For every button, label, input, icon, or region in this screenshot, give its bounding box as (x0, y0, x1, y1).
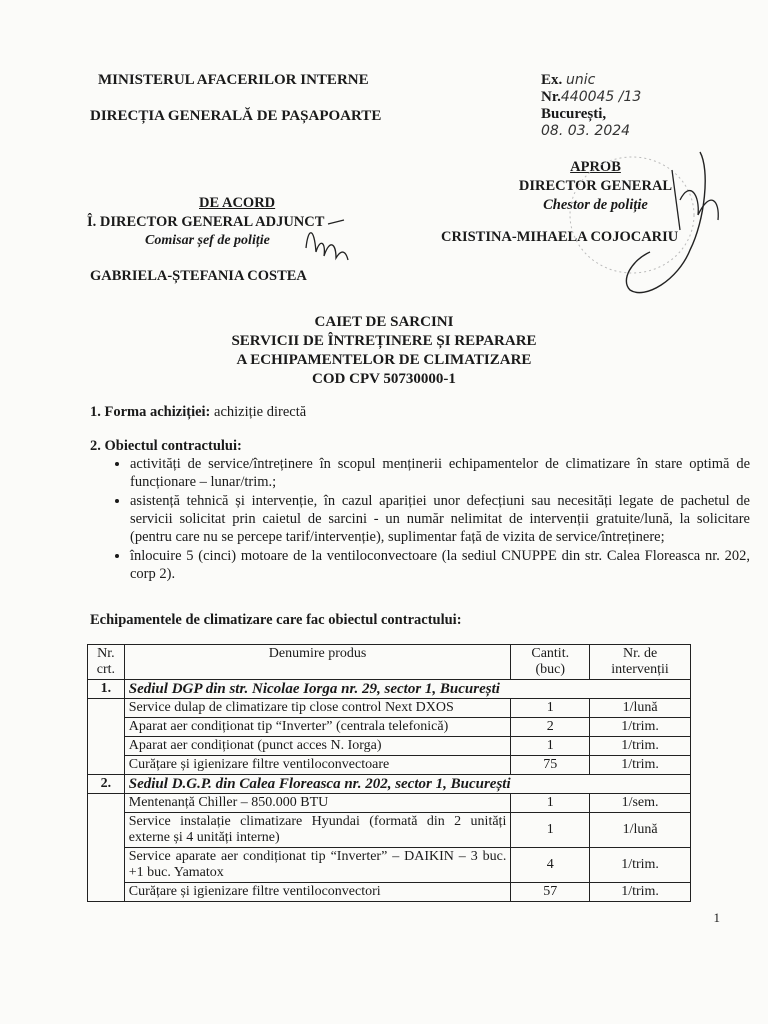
table-row (88, 813, 691, 848)
product-interventions: 1/trim. (590, 756, 691, 775)
doc-title-line4: COD CPV 50730000-1 (312, 371, 456, 387)
table-row (88, 883, 691, 902)
section1-label: 1. Forma achiziției: (90, 404, 211, 420)
table-group-row (88, 775, 691, 794)
group-location: Sediul DGP din str. Nicolae Iorga nr. 29, sector 1, București (124, 680, 690, 699)
product-interventions: 1/trim. (590, 718, 691, 737)
product-name: Mentenanță Chiller – 850.000 BTU (124, 794, 511, 813)
doc-title-line2: SERVICII DE ÎNTREȚINERE ȘI REPARARE (231, 333, 537, 349)
product-qty: 2 (511, 718, 590, 737)
directorate-name: DIRECȚIA GENERALĂ DE PAȘAPOARTE (90, 108, 382, 124)
nr-value: 440045 /13 (560, 89, 642, 105)
agreement-name: GABRIELA-ȘTEFANIA COSTEA (90, 268, 307, 284)
product-interventions: 1/trim. (590, 848, 691, 883)
table-row (88, 794, 691, 813)
approval-block (488, 158, 703, 215)
product-name: Aparat aer condiționat tip “Inverter” (centrala telefonică) (124, 718, 511, 737)
doc-title-line1: CAIET DE SARCINI (314, 314, 454, 330)
list-item: • activități de service/întreținere în scopul menținerii echipamentelor de climatizare în stare optimă de funcționare – lunar/trim.; (130, 455, 750, 491)
approval-name: CRISTINA-MIHAELA COJOCARIU (441, 229, 679, 245)
product-qty: 1 (511, 699, 590, 718)
product-qty: 57 (511, 883, 590, 902)
list-item: • înlocuire 5 (cinci) motoare de la ventiloconvectoare (la sediul CNUPPE din str. Calea Floreasca nr. 202, corp 2). (130, 547, 750, 583)
doc-title-line3: A ECHIPAMENTELOR DE CLIMATIZARE (236, 352, 532, 368)
equipment-table (87, 644, 691, 902)
table-row (88, 737, 691, 756)
date: 08. 03. 2024 (541, 123, 631, 139)
col-qty: Cantit. (buc) (511, 645, 590, 680)
group-nr: 2. (88, 775, 125, 794)
city: București, (541, 106, 607, 122)
product-qty: 1 (511, 737, 590, 756)
ex-label: Ex. (541, 72, 563, 88)
product-name: Service dulap de climatizare tip close control Next DXOS (124, 699, 511, 718)
product-qty: 4 (511, 848, 590, 883)
table-row (88, 848, 691, 883)
section2-label: 2. Obiectul contractului: (90, 438, 242, 454)
table-group-row (88, 680, 691, 699)
table-row (88, 718, 691, 737)
approval-label: APROB (570, 159, 621, 175)
product-interventions: 1/trim. (590, 883, 691, 902)
col-name: Denumire produs (124, 645, 511, 680)
list-item: • asistență tehnică și intervenție, în cazul apariției unor defecțiuni sau necesități legate de pachetul de servicii solicitat prin caietul de sarcini - un număr nelimitat de intervenții gratuite/lună, la solicitare (pentru care nu se percepe tarif/intervenție), suplimentar față de vizita de service/întreținere; (130, 492, 750, 546)
product-interventions: 1/lună (590, 813, 691, 848)
table-header-row (88, 645, 691, 680)
product-interventions: 1/sem. (590, 794, 691, 813)
product-name: Service instalație climatizare Hyundai (formată din 2 unități externe și 4 unități interne) (124, 813, 511, 848)
nr-label: Nr. (541, 89, 561, 105)
col-interventions: Nr. de intervenții (590, 645, 691, 680)
agreement-label: DE ACORD (199, 195, 276, 211)
table-row (88, 756, 691, 775)
page-number: 1 (713, 910, 720, 925)
agreement-rank: Comisar șef de poliție (145, 233, 270, 248)
product-name: Aparat aer condiționat (punct acces N. Iorga) (124, 737, 511, 756)
section1-value: achiziție directă (210, 404, 307, 420)
group-location: Sediul D.G.P. din Calea Floreasca nr. 202, sector 1, București (124, 775, 690, 794)
product-interventions: 1/trim. (590, 737, 691, 756)
product-name: Curățare și igienizare filtre ventiloconvectoare (124, 756, 511, 775)
approval-role: DIRECTOR GENERAL (518, 178, 673, 194)
equipment-heading: Echipamentele de climatizare care fac obiectul contractului: (90, 612, 462, 628)
product-qty: 1 (511, 813, 590, 848)
contract-object-list (100, 455, 750, 584)
product-qty: 1 (511, 794, 590, 813)
product-name: Curățare și igienizare filtre ventiloconvectori (124, 883, 511, 902)
approval-rank: Chestor de poliție (543, 197, 648, 213)
product-name: Service aparate aer condiționat tip “Inverter” – DAIKIN – 3 buc. +1 buc. Yamatox (124, 848, 511, 883)
product-qty: 75 (511, 756, 590, 775)
ex-value: unic (566, 72, 596, 88)
ministry-name: MINISTERUL AFACERILOR INTERNE (98, 72, 369, 88)
col-nr: Nr. crt. (88, 645, 125, 680)
section-acquisition-form (90, 404, 306, 421)
group-nr: 1. (88, 680, 125, 699)
product-interventions: 1/lună (590, 699, 691, 718)
agreement-role: Î. DIRECTOR GENERAL ADJUNCT (87, 214, 325, 230)
registration-block (541, 72, 641, 140)
table-row (88, 699, 691, 718)
